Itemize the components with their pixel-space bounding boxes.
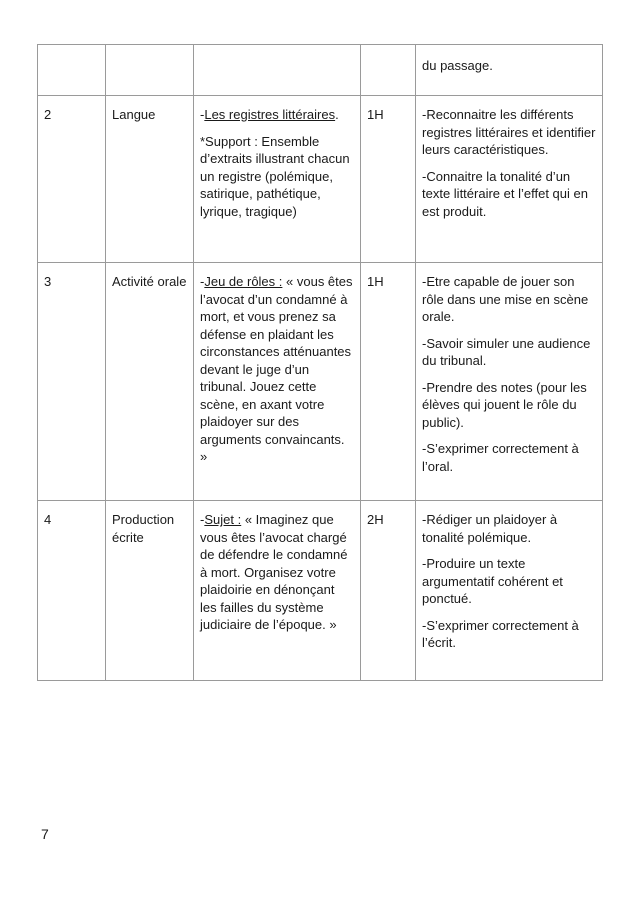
objective-text: -S’exprimer correctement à l’oral. [422, 441, 579, 474]
cell-content [194, 501, 361, 681]
cell-number [38, 45, 106, 96]
objective-text: -Produire un texte argumentatif cohérent et ponctué. [422, 556, 563, 606]
lesson-table [37, 44, 603, 681]
content-label: Les registres littéraires [204, 107, 336, 122]
cell-type: Langue [106, 96, 194, 263]
table-row [38, 263, 603, 501]
table-row [38, 96, 603, 263]
objective-text: du passage. [422, 58, 493, 73]
content-text: -Sujet : « Imaginez que vous êtes l’avocat chargé de défendre le condamné à mort. Organisez votre plaidoirie en dénonçant les failles du système judiciaire de l’époque. » [200, 512, 348, 632]
cell-objectives [416, 96, 603, 263]
page-number: 7 [41, 826, 49, 842]
cell-type: Activité orale [106, 263, 194, 501]
cell-type: Production écrite [106, 501, 194, 681]
table-row [38, 501, 603, 681]
objective-text: -S’exprimer correctement à l’écrit. [422, 617, 579, 650]
content-label: Jeu de rôles : [204, 274, 283, 289]
objective-text: -Savoir simuler une audience du tribunal. [422, 335, 591, 368]
objective-text: -Prendre des notes (pour les élèves qui jouent le rôle du public). [422, 379, 587, 430]
cell-objectives [416, 45, 603, 96]
content-label: Sujet : [204, 512, 242, 527]
cell-objectives [416, 501, 603, 681]
cell-duration: 1H [361, 263, 416, 501]
cell-duration [361, 45, 416, 96]
objective-text: -Connaitre la tonalité d’un texte littéraire et l’effet qui en est produit. [422, 168, 588, 219]
content-title: -Les registres littéraires. [200, 107, 339, 122]
cell-content [194, 263, 361, 501]
cell-number: 4 [38, 501, 106, 681]
objective-text: -Rédiger un plaidoyer à tonalité polémique. [422, 512, 558, 545]
objective-text: -Reconnaitre les différents registres littéraires et identifier leurs caractéristiques. [422, 107, 596, 157]
cell-number: 3 [38, 263, 106, 501]
cell-duration: 2H [361, 501, 416, 681]
objective-text: -Etre capable de jouer son rôle dans une mise en scène orale. [422, 274, 589, 324]
table-row [38, 45, 603, 96]
content-text: *Support : Ensemble d’extraits illustrant chacun un registre (polémique, satirique, pathétique, lyrique, tragique) [200, 133, 350, 219]
cell-objectives [416, 263, 603, 501]
content-text: -Jeu de rôles : « vous êtes l’avocat d’un condamné à mort, et vous prenez sa défense en plaidant les circonstances atténuantes devant le juge d’un tribunal. Jouez cette scène, en axant votre plaidoyer sur des arguments convaincants. » [200, 274, 353, 464]
cell-type [106, 45, 194, 96]
cell-content [194, 96, 361, 263]
cell-number: 2 [38, 96, 106, 263]
cell-duration: 1H [361, 96, 416, 263]
cell-content [194, 45, 361, 96]
